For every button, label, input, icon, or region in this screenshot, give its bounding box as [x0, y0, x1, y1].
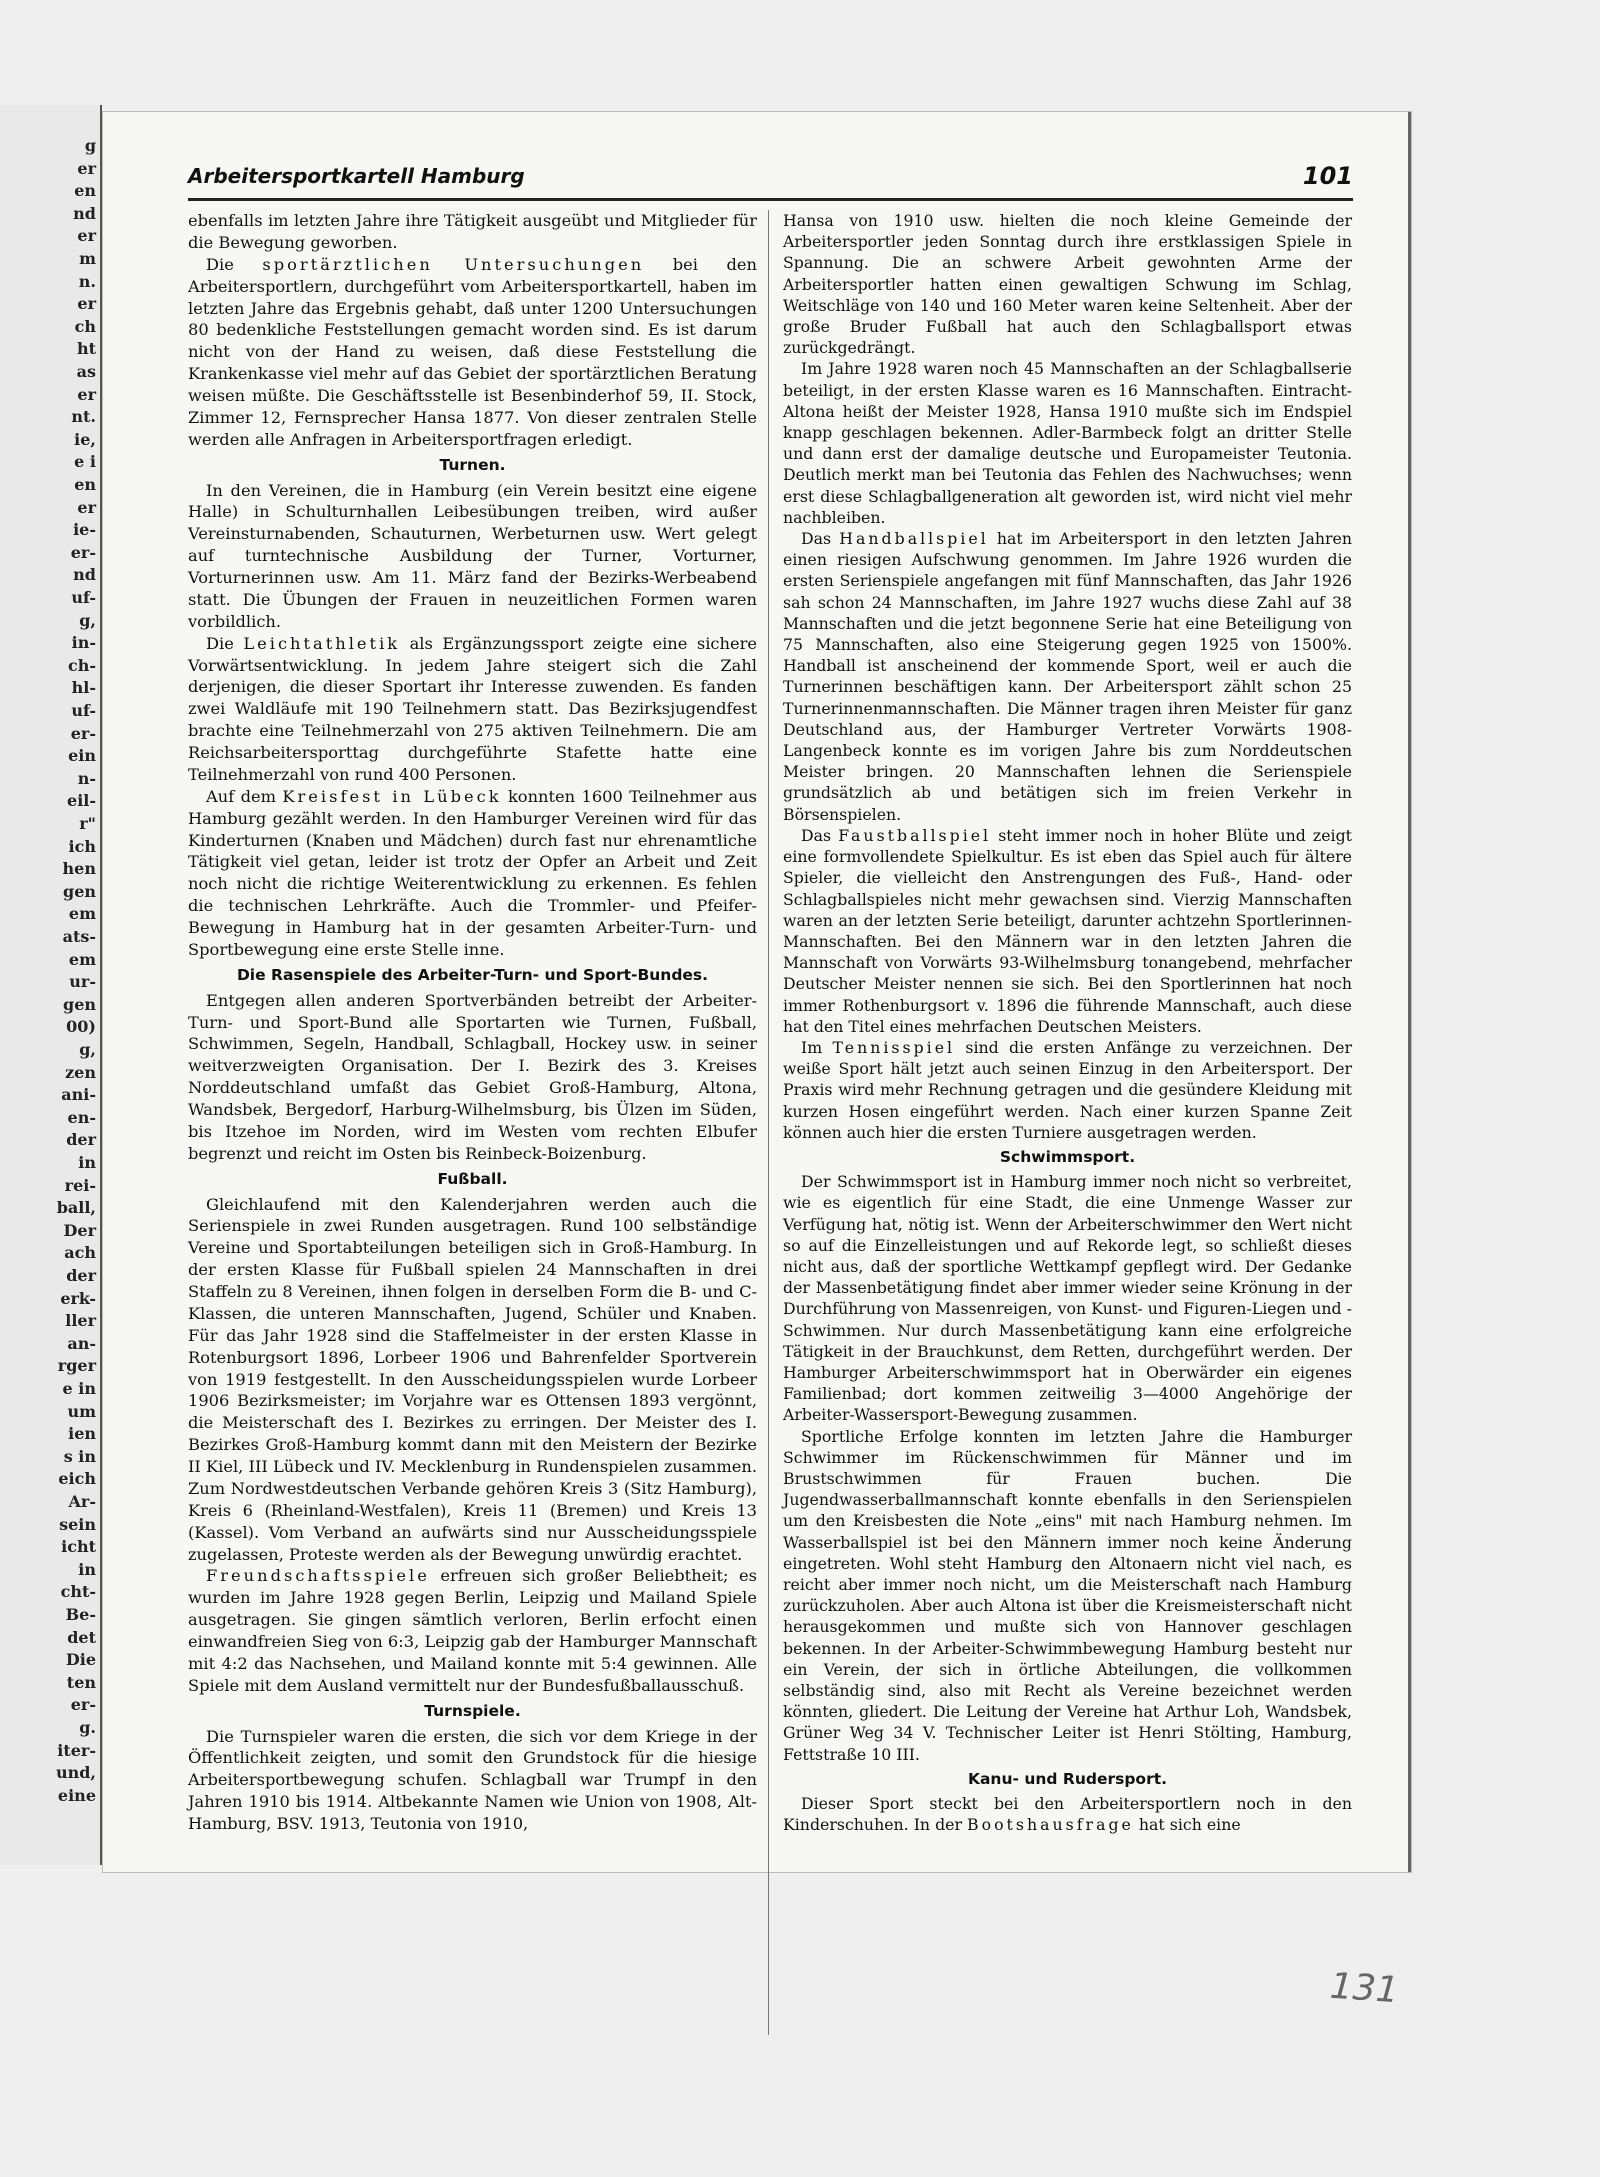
section-heading: Turnen. [439, 455, 506, 474]
cropped-text-fragment: Der [63, 1220, 96, 1240]
cropped-text-fragment: ich [68, 836, 96, 856]
paragraph [188, 1565, 757, 1696]
paragraph: ebenfalls im letzten Jahre ihre Tätigkeit ausgeübt und Mitglieder für die Bewegung geworben. [188, 211, 757, 252]
cropped-text-fragment: g. [79, 1718, 96, 1737]
right-text-column [783, 210, 1352, 1835]
paragraph-text: Im [801, 1037, 833, 1057]
cropped-text-fragment: er [77, 294, 96, 314]
cropped-text-fragment: ach [64, 1243, 96, 1263]
cropped-text-fragment: em [68, 949, 96, 969]
paragraph [188, 633, 757, 786]
cropped-text-fragment: in [78, 1559, 96, 1579]
cropped-text-fragment: Ar- [68, 1492, 96, 1511]
cropped-text-fragment: in- [71, 633, 96, 653]
cropped-text-fragment: ie- [73, 520, 96, 540]
cropped-text-fragment: ani- [61, 1085, 96, 1105]
cropped-text-fragment: er [77, 497, 96, 517]
cropped-text-fragment: er- [70, 1695, 96, 1715]
cropped-text-fragment: sein [59, 1514, 96, 1534]
cropped-text-fragment: eich [58, 1469, 96, 1489]
cropped-text-fragment: en [74, 475, 96, 494]
cropped-text-fragment: ten [66, 1672, 96, 1692]
paragraph [188, 786, 757, 961]
cropped-text-fragment: g, [79, 610, 96, 630]
cropped-text-fragment: er- [70, 723, 96, 743]
paragraph-text: Auf dem [206, 786, 283, 806]
cropped-text-fragment: eine [57, 1785, 96, 1805]
cropped-text-fragment: hl- [71, 678, 96, 698]
cropped-text-fragment: 00) [66, 1017, 96, 1037]
spaced-emphasis: sportärztlichen Untersuchungen [262, 254, 645, 274]
paragraph-text: erfreuen sich großer Beliebtheit; es wurden im Jahre 1928 gegen Berlin, Leipzig und Mailand Spiele ausgetragen. Sie gingen sämtlich verloren, Berlin erfocht einen einwandfreien Sieg von 6:3, Leipzig gab der Hamburger Mannschaft mit 4:2 das Nachsehen, und Mailand konnte mit 5:4 gewinnen. Alle Spiele mit dem Ausland vermittelt nur der Bundesfußballausschuß. [188, 1566, 757, 1695]
cropped-text-fragment: ch [74, 316, 96, 336]
cropped-text-fragment: ats- [62, 927, 96, 946]
paragraph [783, 1793, 1352, 1835]
cropped-text-fragment: iter- [57, 1740, 96, 1760]
cropped-text-fragment: ball, [56, 1198, 96, 1218]
cropped-text-fragment: uf- [71, 701, 96, 720]
paragraph: Entgegen allen anderen Sportverbänden betreibt der Arbeiter-Turn- und Sport-Bund alle Sportarten wie Turnen, Fußball, Schwimmen, Segeln, Handball, Schlagball, Hockey usw. in seiner weitverzweigten Organisation. Der I. Bezirk des 3. Kreises Norddeutschland umfaßt das Gebiet Groß-Hamburg, Altona, Wandsbek, Bergedorf, Harburg-Wilhelmsburg, bis Ülzen im Süden, bis Itzehoe im Norden, wird im Westen vom rechten Elbufer begrenzt und reicht im Osten bis Reinbeck-Boizenburg. [188, 990, 757, 1163]
previous-page-edge [0, 105, 102, 1865]
paragraph: Die Turnspieler waren die ersten, die sich vor dem Kriege in der Öffentlichkeit zeigten, und somit den Grundstock für die hiesige Arbeitersportbewegung schufen. Schlagball war Trumpf in den Jahren 1910 bis 1914. Altbekannte Namen wie Union von 1908, Alt-Hamburg, BSV. 1913, Teutonia von 1910, [188, 1726, 757, 1833]
paragraph-text: Das [801, 529, 840, 549]
paragraph-text: konnten 1600 Teilnehmer aus Hamburg gezählt werden. In den Hamburger Vereinen wird für das Kinderturnen (Knaben und Mädchen) durch fast nur ehrenamtliche Tätigkeit viel getan, leider ist trotz der Opfer an Arbeit und Zeit noch nicht die richtige Weiterentwicklung zu erkennen. Es fehlen die technischen Lehrkräfte. Auch die Trommler- und Pfeifer-Bewegung in Hamburg hat in der gesamten Arbeiter-Turn- und Sportbewegung eine erste Stelle inne. [188, 786, 757, 959]
paragraph: Gleichlaufend mit den Kalenderjahren werden auch die Serienspiele in zwei Runden ausgetragen. Rund 100 selbständige Vereine und Sportabteilungen beteiligen sich in Groß-Hamburg. In der ersten Klasse für Fußball spielen 24 Mannschaften in drei Staffeln zu 8 Vereinen, ihnen folgen in derselben Form die B- und C-Klassen, die unteren Mannschaften, Jugend, Schüler und Knaben. Für das Jahr 1928 sind die Staffelmeister in der ersten Klasse in Rotenburgsort 1896, Lorbeer 1906 und Bahrenfelder Sportverein von 1919 festgestellt. In den Ausscheidungsspielen wurde Lorbeer 1906 Bezirksmeister; im Vorjahre war es Ottensen 1893 vergönnt, die Meisterschaft des I. Bezirkes zu erringen. Der Meister des I. Bezirkes Groß-Hamburg kommt dann mit den Meistern der Bezirke II Kiel, III Lübeck und IV. Mecklenburg in Rundenspielen zusammen. Zum Nordwestdeutschen Verbande gehören Kreis 3 (Sitz Hamburg), Kreis 6 (Rheinland-Westfalen), Kreis 11 (Bremen) und Kreis 13 (Kassel). Vom Verband an aufwärts sind nur Ausscheidungsspiele zugelassen, Proteste werden als der Bewegung unwürdig erachtet. [188, 1194, 757, 1564]
paragraph-text: steht immer noch in hoher Blüte und zeigt eine formvollendete Spielkultur. Es ist eben das Spiel auch für ältere Spieler, die vielleicht den Anstrengungen des Fuß-, Hand- oder Schlagballspieles nicht mehr gewachsen sind. Vierzig Mannschaften waren an der letzten Serie beteiligt, darunter achtzehn Sportlerinnen-Mannschaften. Bei den Männern war in den letzten Jahren die Mannschaft von Vorwärts 93-Wilhelmsburg tonangebend, mehrfacher Deutscher Meister nennen sie sich. Bei den Sportlerinnen hat noch immer Rothenburgsort v. 1896 die führende Mannschaft, auch diese hat den Titel eines mehrfachen Deutschen Meisters. [783, 825, 1352, 1036]
spaced-emphasis: Handballspiel [839, 529, 989, 549]
spaced-emphasis: Bootshausfrage [967, 1815, 1134, 1835]
paragraph: In den Vereinen, die in Hamburg (ein Verein besitzt eine eigene Halle) in Schulturnhallen Leibesübungen treiben, wird außer Vereinsturnabenden, Schauturnen, Werbeturnen usw. Wert gelegt auf turntechnische Ausbildung der Turner, Vorturner, Vorturnerinnen usw. Am 11. März fand der Bezirks-Werbeabend statt. Die Übungen der Frauen in neuzeitlichen Formen waren vorbildlich. [188, 480, 757, 631]
cropped-text-fragment: icht [61, 1537, 96, 1557]
cropped-text-fragment: rger [57, 1356, 96, 1376]
cropped-text-fragment: nt. [71, 407, 96, 427]
section-heading: Kanu- und Rudersport. [967, 1769, 1168, 1788]
spaced-emphasis: Kreisfest in Lübeck [282, 786, 502, 806]
cropped-text-fragment: ller [65, 1311, 96, 1331]
paragraph-text: Die [206, 254, 263, 274]
cropped-text-fragment: er [77, 226, 96, 246]
paragraph-text: sind die ersten Anfänge zu verzeichnen. Der weiße Sport hält jetzt auch seinen Einzug in den Arbeitersport. Der Praxis wird mehr Rechnung getragen und die gesündere Kleidung mit kurzen Hosen eingeführt werden. Nach einer kurzen Spanne Zeit können auch hier die ersten Turniere ausgetragen werden. [783, 1037, 1352, 1142]
section-heading: Turnspiele. [424, 1701, 521, 1720]
paragraph-text: Dieser Sport steckt bei den Arbeitersportlern noch in den Kinderschuhen. In der [783, 1794, 1352, 1835]
cropped-text-fragment: Die [65, 1650, 96, 1670]
cropped-text-fragment: en- [67, 1107, 96, 1127]
cropped-text-fragment: m [79, 249, 96, 268]
spaced-emphasis: Faustballspiel [838, 825, 992, 845]
left-text-column [188, 210, 757, 1835]
cropped-text-fragment: eil- [67, 791, 96, 811]
paragraph-text: hat sich eine [1133, 1815, 1241, 1835]
cropped-text-fragment: uf- [71, 588, 96, 607]
cropped-text-fragment: ein [68, 746, 96, 766]
paragraph-text: hat im Arbeitersport in den letzten Jahren einen riesigen Aufschwung genommen. Im Jahre 1926 wurden die ersten Serienspiele angefangen mit fünf Mannschaften, das Jahr 1926 sah schon 24 Mannschaften, im Jahre 1927 wuchs diese Zahl auf 38 Mannschaften und die jetzt begonnene Serie hat eine Beteiligung von 75 Mannschaften, also eine Steigerung gegen 1925 von 1500%. Handball ist anscheinend der kommende Sport, weil er auch die Turnerinnen beschäftigen kann. Der Arbeitersport zählt schon 25 Turnerinnenmannschaften. Die Männer tragen ihren Meister für ganz Deutschland aus, der Hamburger Vertreter Vorwärts 1908-Langenbeck konnte es im vorigen Jahre bis zum Norddeutschen Meister bringen. 20 Mannschaften lehnen die Serienspiele grundsätzlich ab und betätigen sich im freien Verkehr in Börsenspielen. [783, 529, 1353, 824]
paragraph [783, 825, 1352, 1037]
section-heading: Die Rasenspiele des Arbeiter-Turn- und Sport-Bundes. [236, 965, 709, 984]
cropped-text-fragment: det [67, 1627, 96, 1647]
running-title: Arbeitersportkartell Hamburg [188, 164, 525, 188]
paragraph: Sportliche Erfolge konnten im letzten Jahre die Hamburger Schwimmer im Rückenschwimmen für Männer und im Brustschwimmen für Frauen buchen. Die Jugendwasserballmannschaft konnte ebenfalls in den Serienspielen um den Kreisbesten die Note „eins" mit nach Hamburg nehmen. Im Wasserballspiel ist bei den Männern immer noch keine Änderung eingetreten. Wohl steht Hamburg den Altonaern nicht viel nach, es reicht aber immer noch nicht, um die Meisterschaft nach Hamburg zurückzuholen. Aber auch Altona ist über die Kreismeisterschaft nicht herausgekommen und mußte sich von Hannover geschlagen bekennen. In der Arbeiter-Schwimmbewegung Hamburg besteht nur ein Verein, der sich in örtliche Abteilungen, die vollkommen selbständig sind, also mit Recht als Vereine bezeichnet werden könnten, gliedert. Die Leitung der Vereine hat Arthur Loh, Wandsbek, Grüner Weg 34 V. Technischer Leiter ist Henri Stölting, Hamburg, Fettstraße 10 III. [783, 1426, 1352, 1764]
paragraph [783, 528, 1352, 825]
cropped-text-fragment: r" [79, 814, 96, 833]
paragraph-text: bei den Arbeitersportlern, durchgeführt vom Arbeitersportkartell, haben im letzten Jahre das Ergebnis gehabt, daß unter 1200 Untersuchungen 80 bedenkliche Feststellungen gemacht worden sind. Es ist darum nicht von der Hand zu weisen, daß diese Feststellung die Krankenkasse viel mehr auf das Gebiet der sportärztlichen Beratung weisen müßte. Die Geschäftsstelle ist Besenbinderhof 59, II. Stock, Zimmer 12, Fernsprecher Hansa 1877. Von dieser zentralen Stelle werden alle Anfragen in Arbeitersportfragen erledigt. [188, 254, 757, 449]
cropped-text-fragment: der [66, 1130, 96, 1150]
cropped-text-fragment: g, [79, 1040, 96, 1059]
cropped-text-fragment: er [77, 384, 96, 404]
cropped-text-fragment: g [84, 136, 96, 155]
cropped-text-fragment: hen [62, 859, 96, 879]
cropped-text-fragment: ie, [74, 429, 96, 449]
cropped-text-fragment: e i [74, 452, 96, 472]
cropped-text-fragment: um [67, 1401, 96, 1421]
cropped-text-fragment: zen [65, 1062, 96, 1082]
cropped-text-fragment: der [66, 1266, 96, 1285]
cropped-text-fragment: s in [63, 1446, 96, 1466]
cropped-text-fragment: an- [67, 1333, 96, 1353]
page-header [188, 164, 1353, 201]
cropped-text-fragment: rei- [64, 1175, 96, 1195]
paragraph: Hansa von 1910 usw. hielten die noch kleine Gemeinde der Arbeitersportler jeden Sonntag durch ihre erstklassigen Spiele in Spannung. Die an schwere Arbeit gewohnten Arme der Arbeitersportler hatten einen gewaltigen Schwung im Schlag, Weitschläge von 140 und 160 Meter waren keine Seltenheit. Aber der große Bruder Fußball hat auch den Schlagballsport etwas zurückgedrängt. [783, 211, 1352, 358]
paragraph [188, 254, 757, 451]
cropped-text-fragment: nd [73, 565, 96, 585]
cropped-text-fragment: ien [68, 1424, 96, 1444]
cropped-text-fragment: in [78, 1153, 96, 1172]
cropped-text-fragment: ch- [67, 655, 96, 675]
spaced-emphasis: Tennisspiel [832, 1037, 956, 1057]
paragraph-text: als Ergänzungssport zeigte eine sichere Vorwärtsentwicklung. In jedem Jahre steigert sich die Zahl derjenigen, die dieser Sportart ihr Interesse zuwenden. Es fanden zwei Waldläufe mit 190 Teilnehmern statt. Das Bezirksjugendfest brachte eine Teilnehmerzahl von 275 aktiven Teilnehmern. Die am Reichsarbeitersporttag durchgeführte Stafette hatte eine Teilnehmerzahl von rund 400 Personen. [188, 633, 757, 784]
cropped-text-fragment: er [77, 158, 96, 178]
paragraph: Der Schwimmsport ist in Hamburg immer noch nicht so verbreitet, wie es eigentlich für eine Stadt, die eine Unmenge Wasser zur Verfügung hat, nötig ist. Wenn der Arbeiterschwimmer den Wert nicht so auf die Einzelleistungen und auf Rekorde legt, so schließt dieses nicht aus, daß der sportliche Wettkampf gepflegt wird. Der Gedanke der Massenbetätigung findet aber immer wieder seine Krönung in der Durchführung von Massenreigen, von Kunst- und Figuren-Liegen und -Schwimmen. Nur durch Massenbetätigung kann eine erfolgreiche Tätigkeit in der Brauchkunst, dem Retten, durchgeführt werden. Der Hamburger Arbeiterschwimmsport hat in Oberwärder ein eigenes Familienbad; dort kommen zeitweilig 3—4000 Angehörige der Arbeiter-Wassersport-Bewegung zusammen. [783, 1172, 1352, 1425]
cropped-text-fragment: e in [62, 1379, 96, 1398]
cropped-text-fragment: gen [63, 881, 96, 901]
spaced-emphasis: Leichtathletik [243, 633, 401, 653]
spaced-emphasis: Freundschaftsspiele [206, 1566, 430, 1586]
paragraph-text: Die [206, 633, 244, 653]
cropped-text-fragment: as [76, 362, 96, 381]
cropped-text-fragment: gen [63, 994, 96, 1014]
cropped-text-fragment: erk- [60, 1288, 96, 1308]
cropped-text-fragment: ur- [69, 972, 96, 992]
column-divider [768, 210, 769, 2035]
document-page [103, 112, 1411, 1872]
section-heading: Fußball. [437, 1169, 508, 1188]
cropped-text-fragment: Be- [65, 1605, 96, 1624]
cropped-text-fragment: n. [78, 271, 96, 291]
paragraph [783, 1037, 1352, 1143]
cropped-text-fragment: em [68, 904, 96, 924]
cropped-text-fragment: und, [55, 1763, 96, 1783]
cropped-text-fragment: en [74, 181, 96, 201]
cropped-text-fragment: er- [70, 542, 96, 562]
paragraph: Im Jahre 1928 waren noch 45 Mannschaften an der Schlagballserie beteiligt, in der ersten Klasse waren es 16 Mannschaften. Eintracht-Altona heißt der Meister 1928, Hansa 1910 mußte sich im Endspiel knapp geschlagen bekennen. Adler-Barmbeck folgt an dritter Stelle und dann erst der damalige deutsche und Europameister Teutonia. Deutlich merkt man bei Teutonia das Fehlen des Nachwuchses; wenn erst diese Schlagballgeneration alt geworden ist, wird nicht viel mehr nachbleiben. [783, 359, 1352, 527]
cropped-text-fragment: nd [73, 203, 96, 223]
cropped-text-fragment: n- [77, 768, 96, 788]
cropped-text-fragment: ht [76, 339, 96, 359]
section-heading: Schwimmsport. [999, 1147, 1136, 1166]
handwritten-annotation: 131 [1328, 1965, 1401, 2012]
cropped-text-fragment: cht- [60, 1582, 96, 1602]
page-number: 101 [1302, 162, 1353, 190]
paragraph-text: Das [801, 825, 839, 845]
